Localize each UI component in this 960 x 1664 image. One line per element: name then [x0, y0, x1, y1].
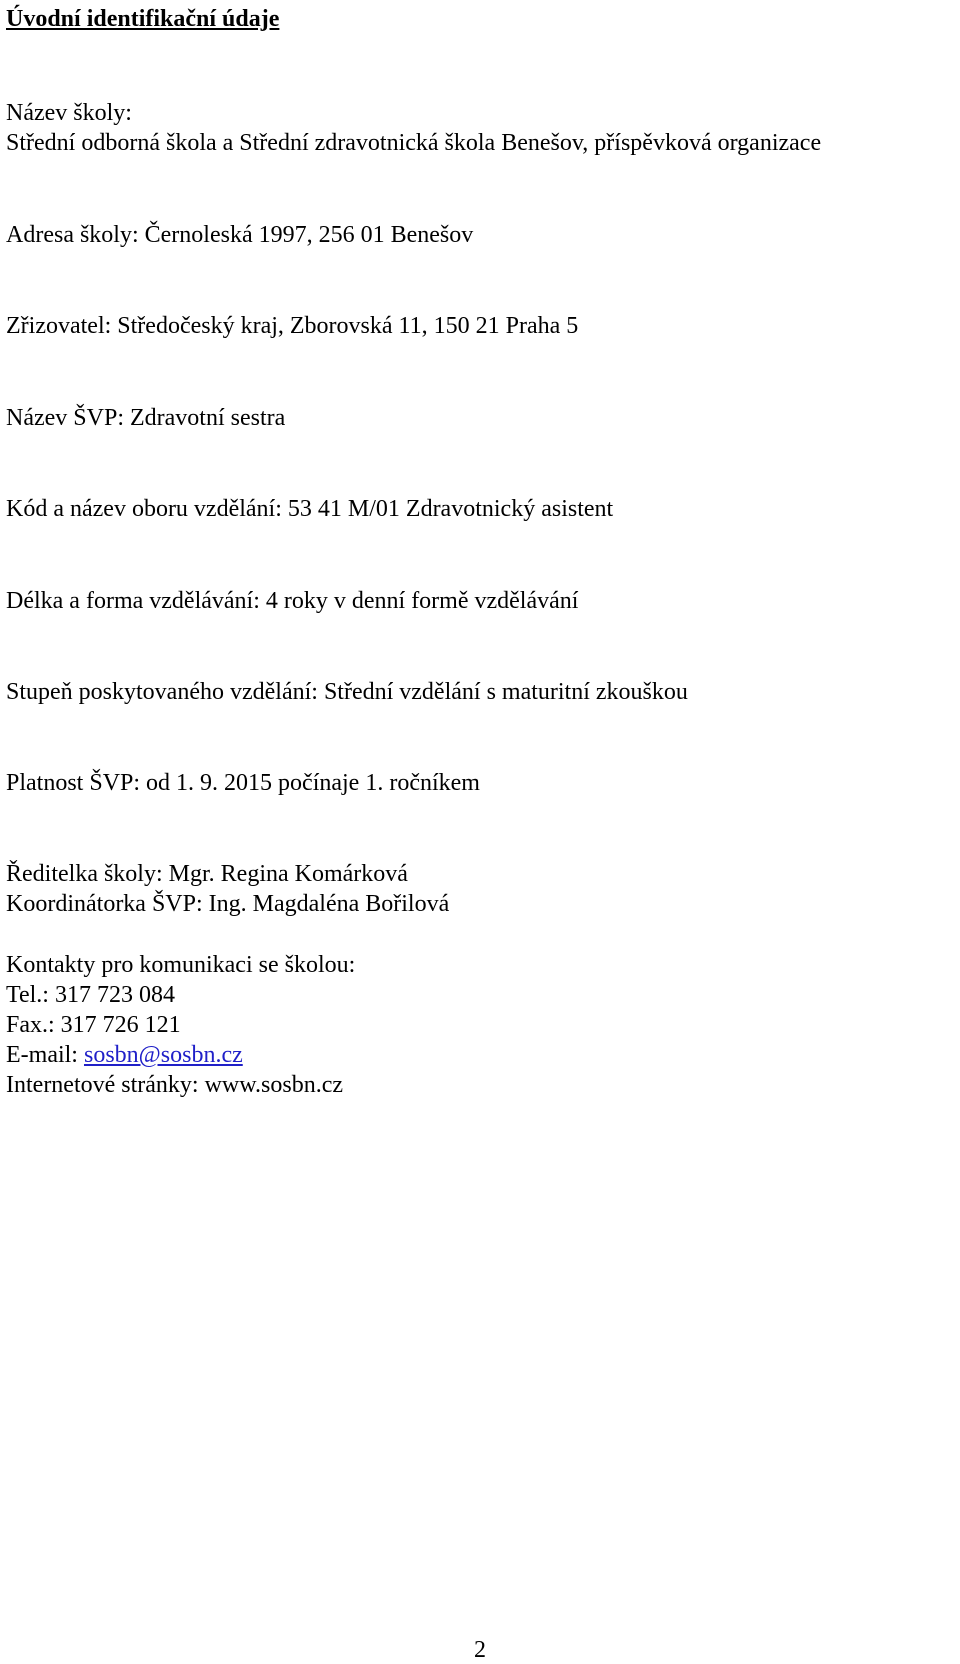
education-duration: Délka a forma vzdělávání: 4 roky v denní formě vzdělávání — [6, 588, 579, 614]
school-name-value: Střední odborná škola a Střední zdravotnická škola Benešov, příspěvková organizace — [6, 130, 822, 156]
contacts-label: Kontakty pro komunikaci se školou: — [6, 952, 356, 978]
contact-email-link[interactable]: sosbn@sosbn.cz — [83, 1042, 243, 1068]
svp-validity: Platnost ŠVP: od 1. 9. 2015 počínaje 1. ročníkem — [6, 770, 480, 796]
field-of-education: Kód a název oboru vzdělání: 53 41 M/01 Zdravotnický asistent — [6, 496, 614, 522]
svp-coordinator: Koordinátorka ŠVP: Ing. Magdaléna Bořilová — [6, 891, 450, 917]
school-director: Ředitelka školy: Mgr. Regina Komárková — [6, 861, 408, 887]
contact-email-row — [6, 1040, 243, 1070]
contact-fax: Fax.: 317 726 121 — [6, 1012, 181, 1038]
contact-phone: Tel.: 317 723 084 — [6, 982, 175, 1008]
page-number: 2 — [474, 1637, 486, 1663]
school-name-label: Název školy: — [6, 100, 132, 126]
page-title: Úvodní identifikační údaje — [6, 6, 280, 32]
contact-website: Internetové stránky: www.sosbn.cz — [6, 1072, 344, 1098]
contact-email-label: E-mail: — [6, 1042, 84, 1068]
svp-name: Název ŠVP: Zdravotní sestra — [6, 405, 286, 431]
education-level: Stupeň poskytovaného vzdělání: Střední vzdělání s maturitní zkouškou — [6, 679, 688, 705]
founder: Zřizovatel: Středočeský kraj, Zborovská 11, 150 21 Praha 5 — [6, 313, 579, 339]
school-address: Adresa školy: Černoleská 1997, 256 01 Benešov — [6, 222, 474, 248]
